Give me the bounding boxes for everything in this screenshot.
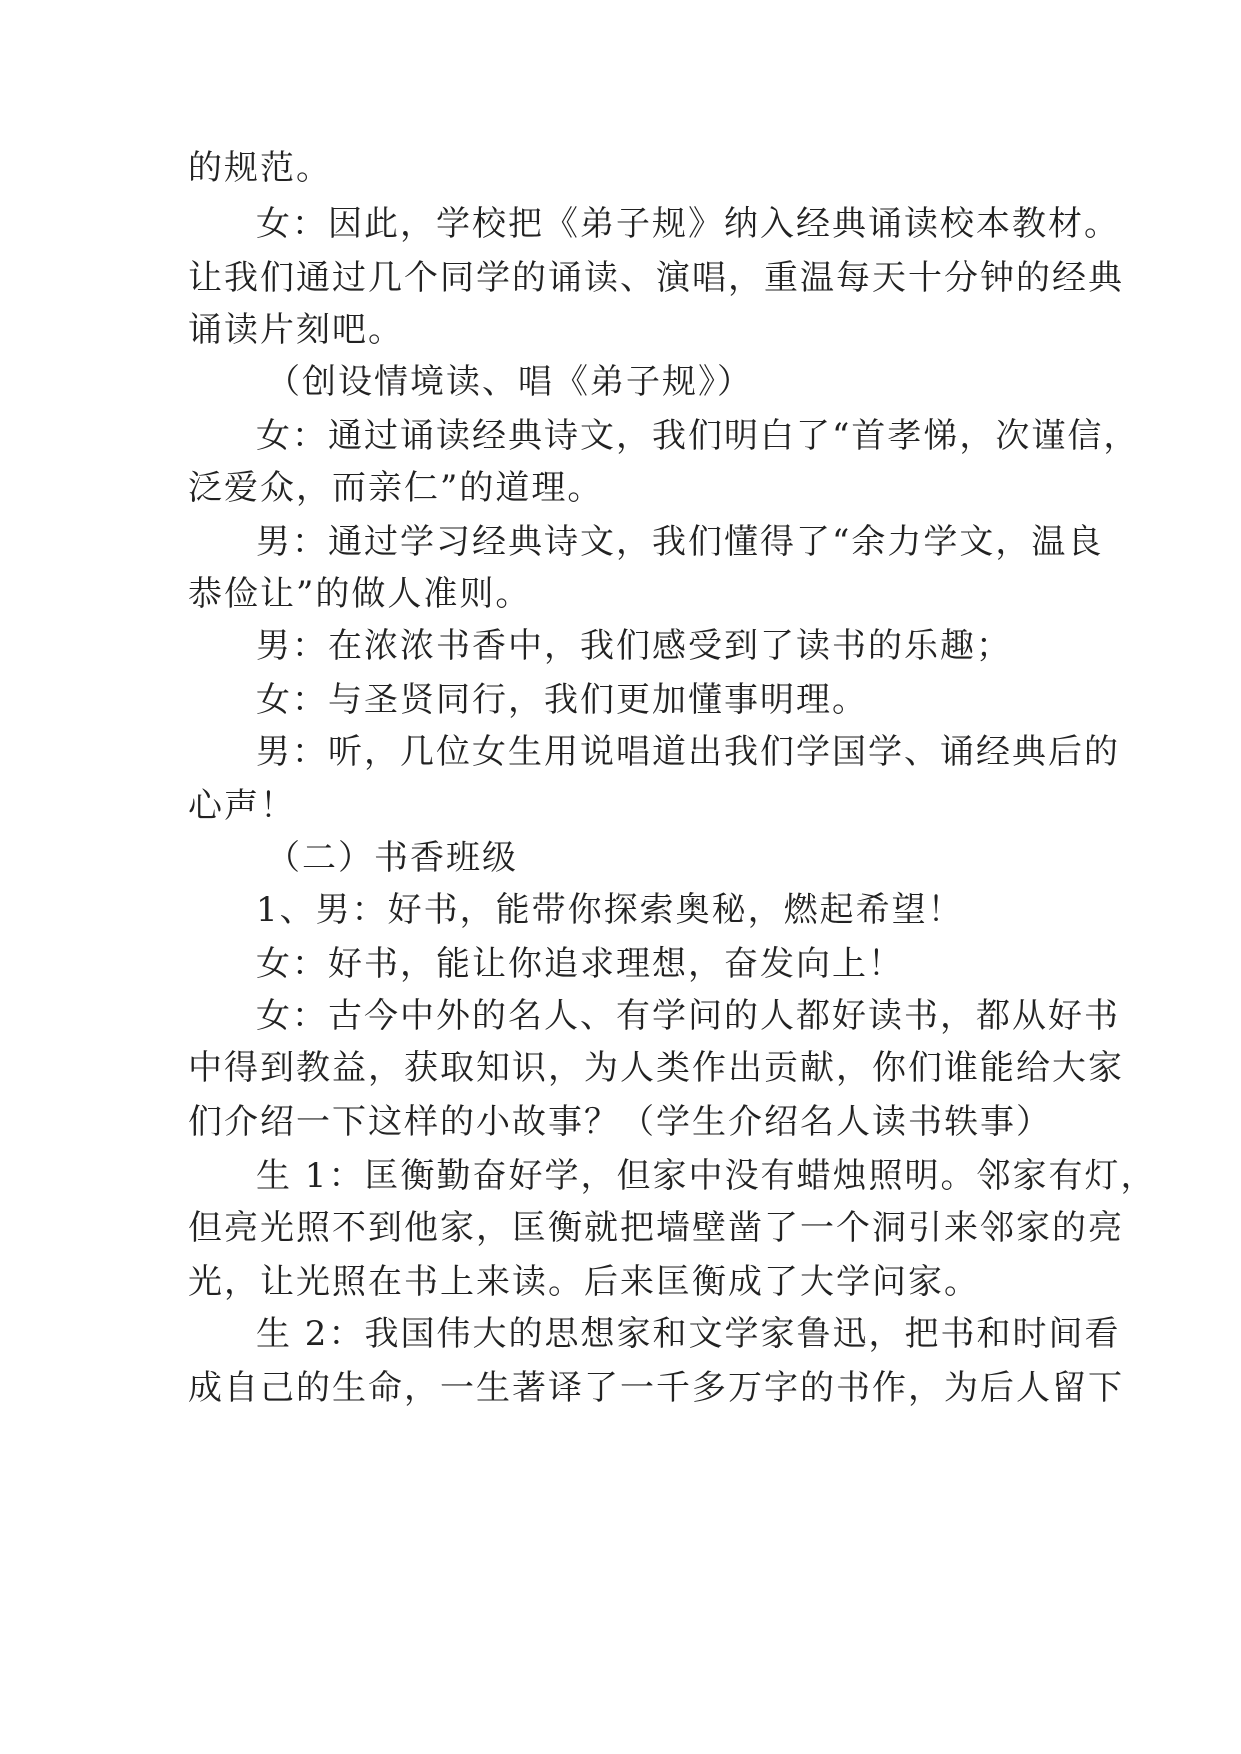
text-line: 女：通过诵读经典诗文，我们明白了“首孝悌，次谨信， <box>256 416 1140 456</box>
text-line: （创设情境读、唱《弟子规》） <box>266 362 753 402</box>
text-line: 中得到教益，获取知识，为人类作出贡献，你们谁能给大家 <box>188 1048 1124 1088</box>
section-heading: （二）书香班级 <box>266 838 518 878</box>
text-line: 1、男：好书，能带你探索奥秘，燃起希望！ <box>256 890 964 930</box>
text-line: 女：古今中外的名人、有学问的人都好读书，都从好书 <box>256 996 1120 1036</box>
text-line: 成自己的生命，一生著译了一千多万字的书作，为后人留下 <box>188 1368 1124 1408</box>
text-line: 的规范。 <box>188 148 332 188</box>
text-line: 男：在浓浓书香中，我们感受到了读书的乐趣； <box>256 626 1012 666</box>
text-line: 女：因此，学校把《弟子规》纳入经典诵读校本教材。 <box>256 204 1120 244</box>
text-line: 但亮光照不到他家，匡衡就把墙壁凿了一个洞引来邻家的亮 <box>188 1208 1124 1248</box>
text-line: 女：好书，能让你追求理想，奋发向上！ <box>256 944 904 984</box>
text-line: 恭俭让”的做人准则。 <box>188 574 532 614</box>
text-line: 心声！ <box>188 786 296 826</box>
text-line: 女：与圣贤同行，我们更加懂事明理。 <box>256 680 868 720</box>
text-line: 生 2：我国伟大的思想家和文学家鲁迅，把书和时间看 <box>256 1314 1121 1354</box>
text-line: 们介绍一下这样的小故事？（学生介绍名人读书轶事） <box>188 1102 1052 1142</box>
text-line: 诵读片刻吧。 <box>188 310 404 350</box>
text-line: 生 1：匡衡勤奋好学，但家中没有蜡烛照明。邻家有灯， <box>256 1156 1157 1196</box>
text-line: 男：通过学习经典诗文，我们懂得了“余力学文，温良 <box>256 522 1104 562</box>
text-line: 光，让光照在书上来读。后来匡衡成了大学问家。 <box>188 1262 980 1302</box>
text-line: 泛爱众，而亲仁”的道理。 <box>188 468 604 508</box>
text-line: 让我们通过几个同学的诵读、演唱，重温每天十分钟的经典 <box>188 258 1124 298</box>
text-line: 男：听，几位女生用说唱道出我们学国学、诵经典后的 <box>256 732 1120 772</box>
